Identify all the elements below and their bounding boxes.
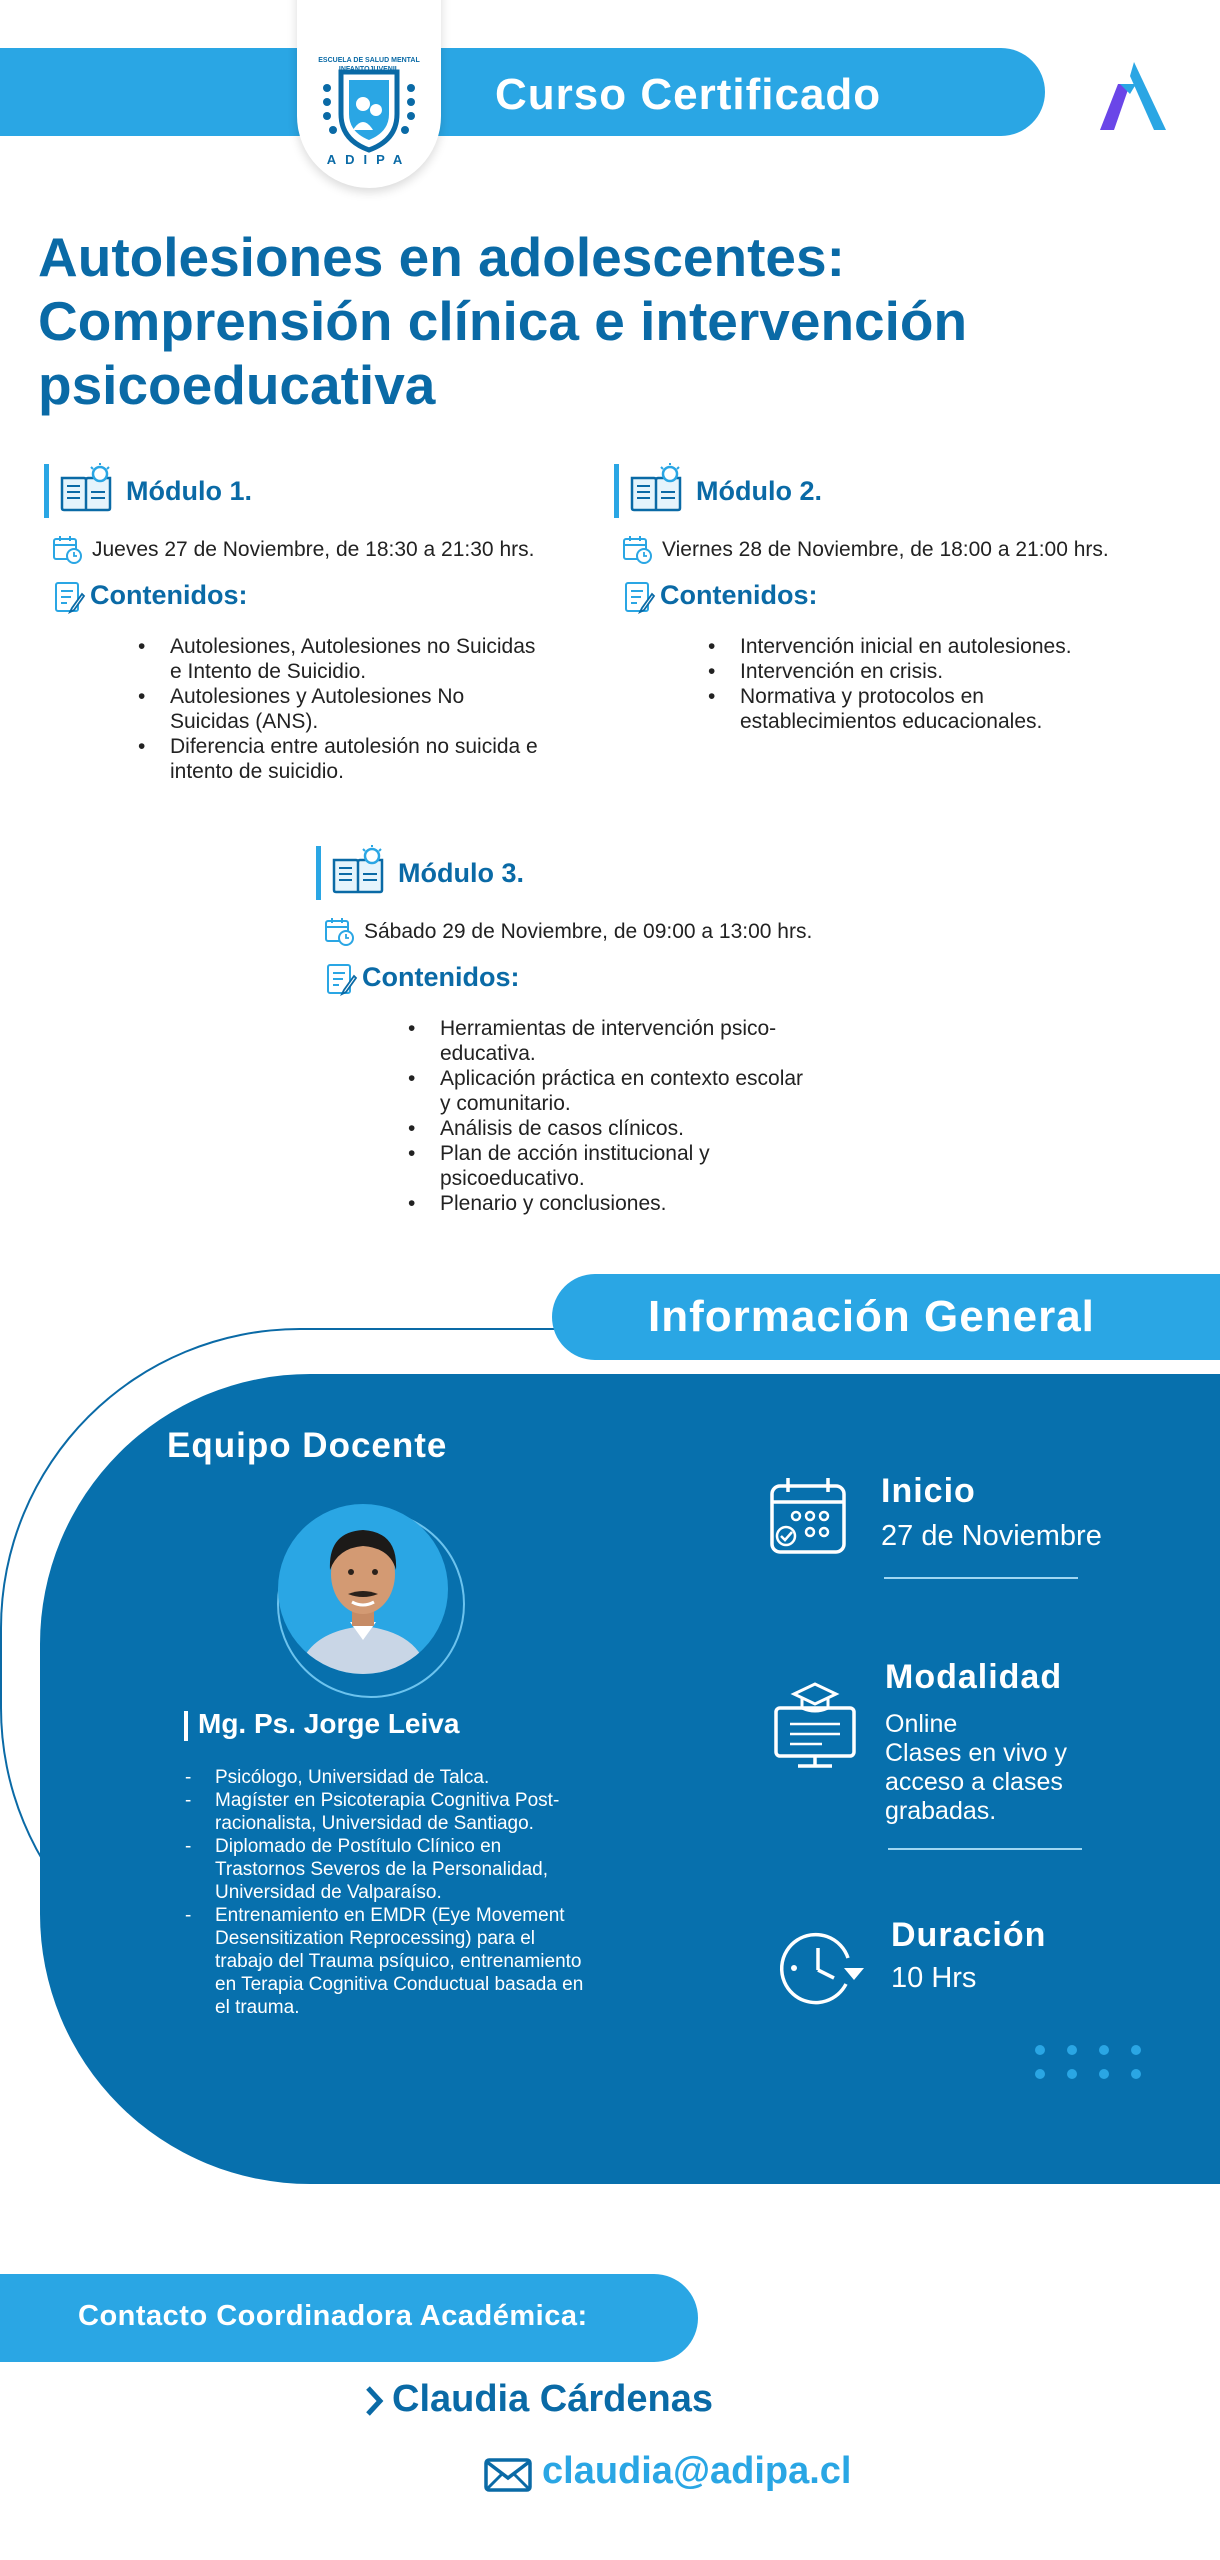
module-2 [614, 462, 1214, 762]
module-contents-list [708, 634, 1128, 734]
document-pen-icon [54, 580, 86, 614]
badge-bottom-text: ADIPA [326, 152, 412, 167]
document-pen-icon [624, 580, 656, 614]
teacher-accent-bar [184, 1711, 188, 1741]
contact-email-link[interactable]: claudia@adipa.cl [542, 2450, 852, 2492]
team-title: Equipo Docente [167, 1426, 448, 1465]
list-item: • Autolesiones y Autolesiones No Suicidas (ANS). [138, 684, 538, 734]
list-item: • Herramientas de intervención psico- educativa. [408, 1016, 808, 1066]
module-contents-label: Contenidos: [660, 580, 818, 610]
module-header [44, 462, 524, 520]
brand-logo-icon [1090, 58, 1170, 134]
module-contents-list [138, 634, 538, 784]
mode-detail: Clases en vivo y acceso a clases grabadas. [885, 1739, 1068, 1825]
banner-title: Curso Certificado [495, 70, 882, 119]
calendar-clock-icon [622, 534, 652, 564]
teacher-name: Mg. Ps. Jorge Leiva [198, 1708, 460, 1739]
dots-decoration-icon [1030, 2042, 1150, 2082]
list-item: - Psicólogo, Universidad de Talca. [185, 1766, 585, 1789]
module-date: Viernes 28 de Noviembre, de 18:00 a 21:00 hrs. [662, 538, 1109, 561]
divider [888, 1848, 1082, 1850]
module-accent-bar [44, 464, 49, 518]
badge-top-text: ESCUELA DE SALUD MENTAL [318, 57, 420, 64]
module-accent-bar [614, 464, 619, 518]
calendar-clock-icon [324, 916, 354, 946]
mail-icon [484, 2458, 532, 2492]
list-item: • Plan de acción institucional y psicoeducativo. [408, 1141, 808, 1191]
module-title: Módulo 2. [696, 476, 822, 506]
module-accent-bar [316, 846, 321, 900]
list-item: • Intervención en crisis. [708, 659, 1128, 684]
contact-title: Contacto Coordinadora Académica: [78, 2300, 588, 2332]
list-item: - Magíster en Psicoterapia Cognitiva Post-racionalista, Universidad de Santiago. [185, 1789, 585, 1835]
calendar-icon [766, 1474, 850, 1558]
mode-label: Modalidad [885, 1658, 1063, 1696]
list-item: • Intervención inicial en autolesiones. [708, 634, 1128, 659]
list-item: • Plenario y conclusiones. [408, 1191, 808, 1216]
school-badge-logo [297, 0, 441, 188]
module-contents-label: Contenidos: [362, 962, 520, 992]
clock-icon [776, 1924, 866, 2010]
duration-value: 10 Hrs [891, 1962, 977, 1994]
book-icon [628, 462, 684, 516]
online-class-icon [772, 1678, 858, 1770]
start-value: 27 de Noviembre [881, 1520, 1102, 1552]
start-label: Inicio [881, 1472, 976, 1510]
module-title: Módulo 3. [398, 858, 524, 888]
list-item: • Normativa y protocolos en establecimientos educacionales. [708, 684, 1128, 734]
module-date: Jueves 27 de Noviembre, de 18:30 a 21:30 hrs. [92, 538, 535, 561]
module-3 [316, 844, 916, 1244]
list-item: • Diferencia entre autolesión no suicida e intento de suicidio. [138, 734, 538, 784]
teacher-photo-icon [278, 1504, 448, 1674]
list-item: • Aplicación práctica en contexto escolar y comunitario. [408, 1066, 808, 1116]
module-header [316, 844, 796, 902]
list-item: - Entrenamiento en EMDR (Eye Movement Desensitization Reprocessing) para el trabajo del Trauma psíquico, entrenamiento en Terapia Cognitiva Conductual basada en el trauma. [185, 1904, 585, 2019]
info-section-title: Información General [648, 1292, 1095, 1341]
module-contents-label: Contenidos: [90, 580, 248, 610]
list-item: • Autolesiones, Autolesiones no Suicidas e Intento de Suicidio. [138, 634, 538, 684]
module-title: Módulo 1. [126, 476, 252, 506]
module-1 [44, 462, 584, 802]
book-icon [58, 462, 114, 516]
duration-label: Duración [891, 1916, 1047, 1954]
module-date: Sábado 29 de Noviembre, de 09:00 a 13:00 hrs. [364, 920, 813, 943]
course-title: Autolesiones en adolescentes: Comprensión clínica e intervención psicoeducativa [38, 226, 968, 416]
contact-name: Claudia Cárdenas [392, 2378, 713, 2420]
chevron-right-icon [362, 2384, 386, 2418]
shield-icon [319, 68, 419, 154]
module-header [614, 462, 1094, 520]
teacher-bio-list [185, 1766, 585, 2019]
module-contents-list [408, 1016, 808, 1216]
list-item: • Análisis de casos clínicos. [408, 1116, 808, 1141]
mode-value: Online [885, 1710, 958, 1738]
list-item: - Diplomado de Postítulo Clínico en Trastornos Severos de la Personalidad, Universidad de Valparaíso. [185, 1835, 585, 1904]
divider [884, 1577, 1078, 1579]
teacher-avatar [278, 1504, 448, 1674]
document-pen-icon [326, 962, 358, 996]
calendar-clock-icon [52, 534, 82, 564]
book-icon [330, 844, 386, 898]
